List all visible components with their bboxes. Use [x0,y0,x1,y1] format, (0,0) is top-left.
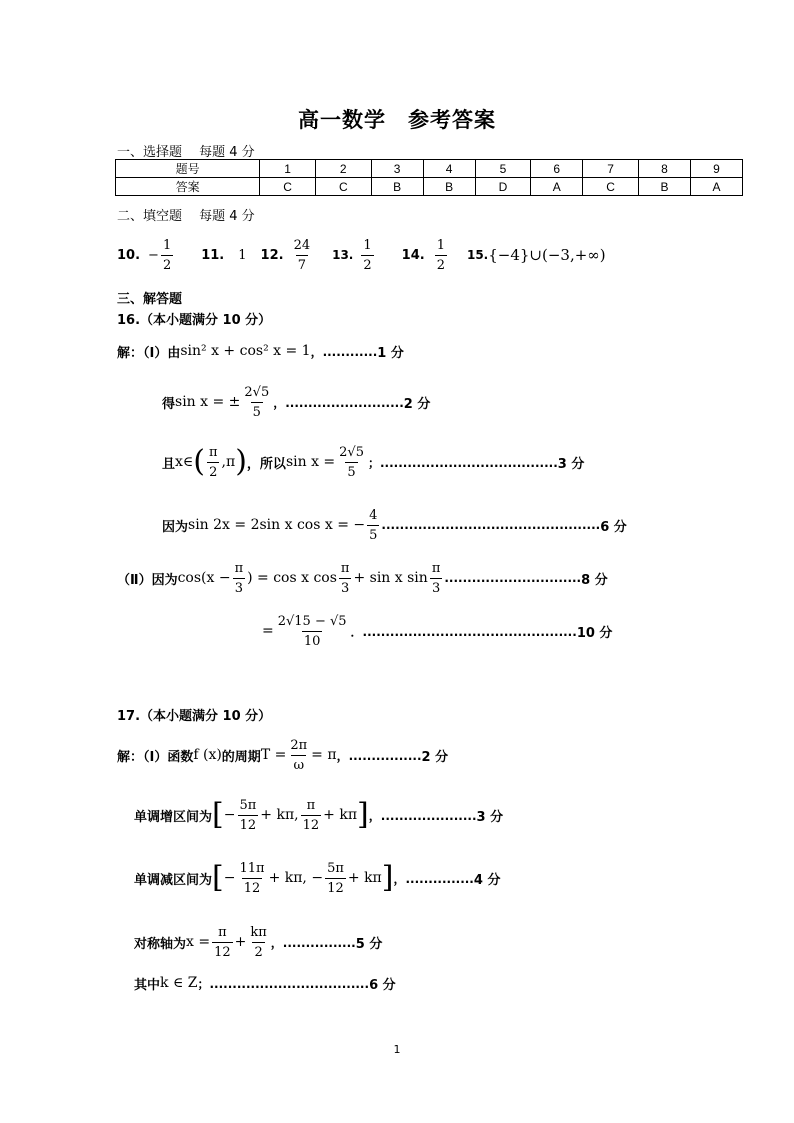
q17-l3-dots: ，............... [393,871,474,886]
q17-l3-m2: + kπ [347,870,382,886]
table-cell: 9 [690,160,742,178]
table-cell: C [260,178,316,196]
q17-l2-prefix: 单调增区间为 [134,809,213,825]
q17-l2-fraction1: $\frac{5\pi}{12}$ [239,797,257,833]
q16-l6-dots: ．............................................... [350,624,577,639]
q16-l5-math-c: + sin x sin [353,570,428,586]
table-cell: 5 [475,160,531,178]
q16-l2-score: 2 分 [403,396,431,412]
table-cell: A [531,178,583,196]
page-number: 1 [393,1043,401,1056]
table-cell: D [475,178,531,196]
q17-line-3 [134,856,500,900]
q15-label: 15. [466,248,489,262]
q17-l1-math2: T = [260,747,287,763]
q16-line-2 [162,380,430,424]
q10-sign: − [148,247,159,263]
q17-l3-m1: + kπ, − [268,870,324,886]
q17-l5-score: 6 分 [369,977,396,993]
q17-l1-math: f (x) [193,747,222,763]
section-solution-heading: 三、解答题 [117,292,183,307]
fill-answers-row [117,235,606,275]
q17-l2-score: 3 分 [476,809,504,825]
q10-fraction: $\frac{1}{2}$ [162,237,172,273]
q16-l4-math: sin 2x = 2sin x cos x = − [188,517,366,533]
table-cell: 题号 [116,160,260,178]
q17-heading: 17.（本小题满分 10 分） [117,709,272,724]
q16-l5-math-a: cos(x − [177,570,231,586]
paren-open-icon: ( [193,444,205,479]
q16-l6-eq: = [262,623,274,639]
q17-l2-dots: ，..................... [368,808,477,823]
q16-l3-after: ,π [221,454,236,470]
bracket-close-icon: ] [357,797,369,832]
q17-l3-fraction2: $\frac{5\pi}{12}$ [327,860,344,896]
q16-l5-dots: .............................. [444,571,582,585]
q17-l1-mid: 的周期 [221,749,261,765]
q16-l1-math: sin² x + cos² x = 1 [180,343,311,359]
table-cell: A [690,178,742,196]
bracket-open-icon: [ [212,797,224,832]
q17-l4-plus: + [234,934,247,950]
q16-line-4 [162,503,627,547]
q16-l3-dots: ；....................................... [367,455,558,470]
q16-l5-score: 8 分 [581,572,608,588]
q15-value: {−4}∪(−3,+∞) [488,246,606,264]
q16-l2-dots: ，.......................... [273,395,404,410]
page-title: 高一数学 参考答案 [298,108,496,132]
q10-label: 10. [117,247,141,263]
q17-l3-fraction1: $\frac{11\pi}{12}$ [239,860,265,896]
q17-l4-score: 5 分 [355,936,383,952]
q17-l3-prefix: 单调减区间为 [134,872,213,888]
q16-l3-prefix: 且 [162,456,176,472]
q16-l1-score: 1 分 [377,345,404,361]
table-cell: 8 [638,160,690,178]
q17-l1-after: = π [311,747,337,763]
table-cell: B [371,178,423,196]
table-cell: 4 [423,160,475,178]
table-cell: C [315,178,371,196]
section-choice-heading: 一、选择题 每题 4 分 [117,145,255,160]
bracket-open-icon: [ [212,860,224,895]
q13-label: 13. [332,248,354,262]
q16-line-5 [117,556,608,600]
q12-label: 12. [260,247,284,263]
q16-line-6 [262,609,612,653]
q16-l5-fraction3: $\frac{\pi}{3}$ [431,560,441,596]
paren-close-icon: ) [235,444,247,479]
q16-l6-fraction: $\frac{2√15 - √5}{10}$ [277,613,347,649]
q17-l2-fraction2: $\frac{\pi}{12}$ [302,797,320,833]
table-cell: B [638,178,690,196]
q17-l1-fraction: $\frac{2\pi}{\omega}$ [290,737,308,773]
q17-l4-fraction1: $\frac{\pi}{12}$ [214,924,231,960]
q11-value: 1 [238,247,247,263]
table-cell: 7 [583,160,639,178]
q16-l3-score: 3 分 [557,456,585,472]
minus-sign: − [223,807,236,823]
q17-l1-score: 2 分 [421,749,449,765]
q17-l4-dots: ，................ [270,935,356,950]
q16-l3-fraction: $\frac{\pi}{2}$ [209,444,218,480]
table-answer-row [116,178,743,196]
table-cell: 2 [315,160,371,178]
table-header-row [116,160,743,178]
q17-l3-score: 4 分 [473,872,501,888]
q16-l2-prefix: 得 [162,396,176,412]
bracket-close-icon: ] [381,860,394,895]
q16-l6-score: 10 分 [576,625,613,641]
q17-l5-dots: ；................................... [197,976,370,991]
q16-l3-mid: ，所以 [246,456,286,472]
q16-l5-fraction: $\frac{\pi}{3}$ [234,560,244,596]
q17-line-2 [134,793,503,837]
table-cell: 6 [531,160,583,178]
q14-fraction: $\frac{1}{2}$ [436,237,445,273]
q17-l4-prefix: 对称轴为 [134,936,187,952]
q17-l1-dots: ，................ [336,748,422,763]
q16-l5-prefix: （Ⅱ）因为 [117,572,178,588]
q16-l2-math: sin x = ± [175,394,241,410]
q17-line-5 [134,972,396,994]
q16-heading: 16.（本小题满分 10 分） [117,313,272,328]
q17-l5-math: k ∈ Z [160,975,198,991]
q17-l1-prefix: 解：（Ⅰ）函数 [117,749,194,765]
section-fill-heading: 二、填空题 每题 4 分 [117,209,255,224]
q16-l2-fraction: $\frac{2√5}{5}$ [244,384,270,420]
q17-l4-fraction2: $\frac{k\pi}{2}$ [250,924,267,960]
q16-l3-math: x∈ [175,454,194,470]
q11-label: 11. [201,247,225,263]
table-cell: 3 [371,160,423,178]
table-cell: 答案 [116,178,260,196]
table-cell: B [423,178,475,196]
table-cell: 1 [260,160,316,178]
q17-line-1 [117,733,448,777]
q16-l5-math-b: ) = cos x cos [247,570,337,586]
q16-l4-dots: ................................................ [381,518,601,532]
q16-l1-prefix: 解：（Ⅰ）由 [117,345,181,361]
q16-l3-fraction2: $\frac{2√5}{5}$ [339,444,364,480]
q16-l3-math2: sin x = [285,454,336,470]
q17-l5-prefix: 其中 [134,977,161,993]
q16-line-3 [162,440,584,484]
answer-table [115,159,743,196]
q16-l1-dots: ，............ [310,344,378,359]
table-cell: C [583,178,639,196]
q17-l4-math: x = [186,934,211,950]
q16-l4-fraction: $\frac{4}{5}$ [369,507,378,543]
minus-sign: − [223,870,236,886]
q16-l5-fraction2: $\frac{\pi}{3}$ [340,560,350,596]
q13-fraction: $\frac{1}{2}$ [363,237,372,273]
q12-fraction: $\frac{24}{7}$ [293,237,311,273]
q14-label: 14. [401,247,425,263]
q16-line-1 [117,340,404,362]
q17-line-4 [134,920,382,964]
q16-l4-score: 6 分 [600,519,627,535]
q17-l2-m2: + kπ [323,807,358,823]
q17-l2-m1: + kπ, [260,807,299,823]
q16-l4-prefix: 因为 [162,519,189,535]
